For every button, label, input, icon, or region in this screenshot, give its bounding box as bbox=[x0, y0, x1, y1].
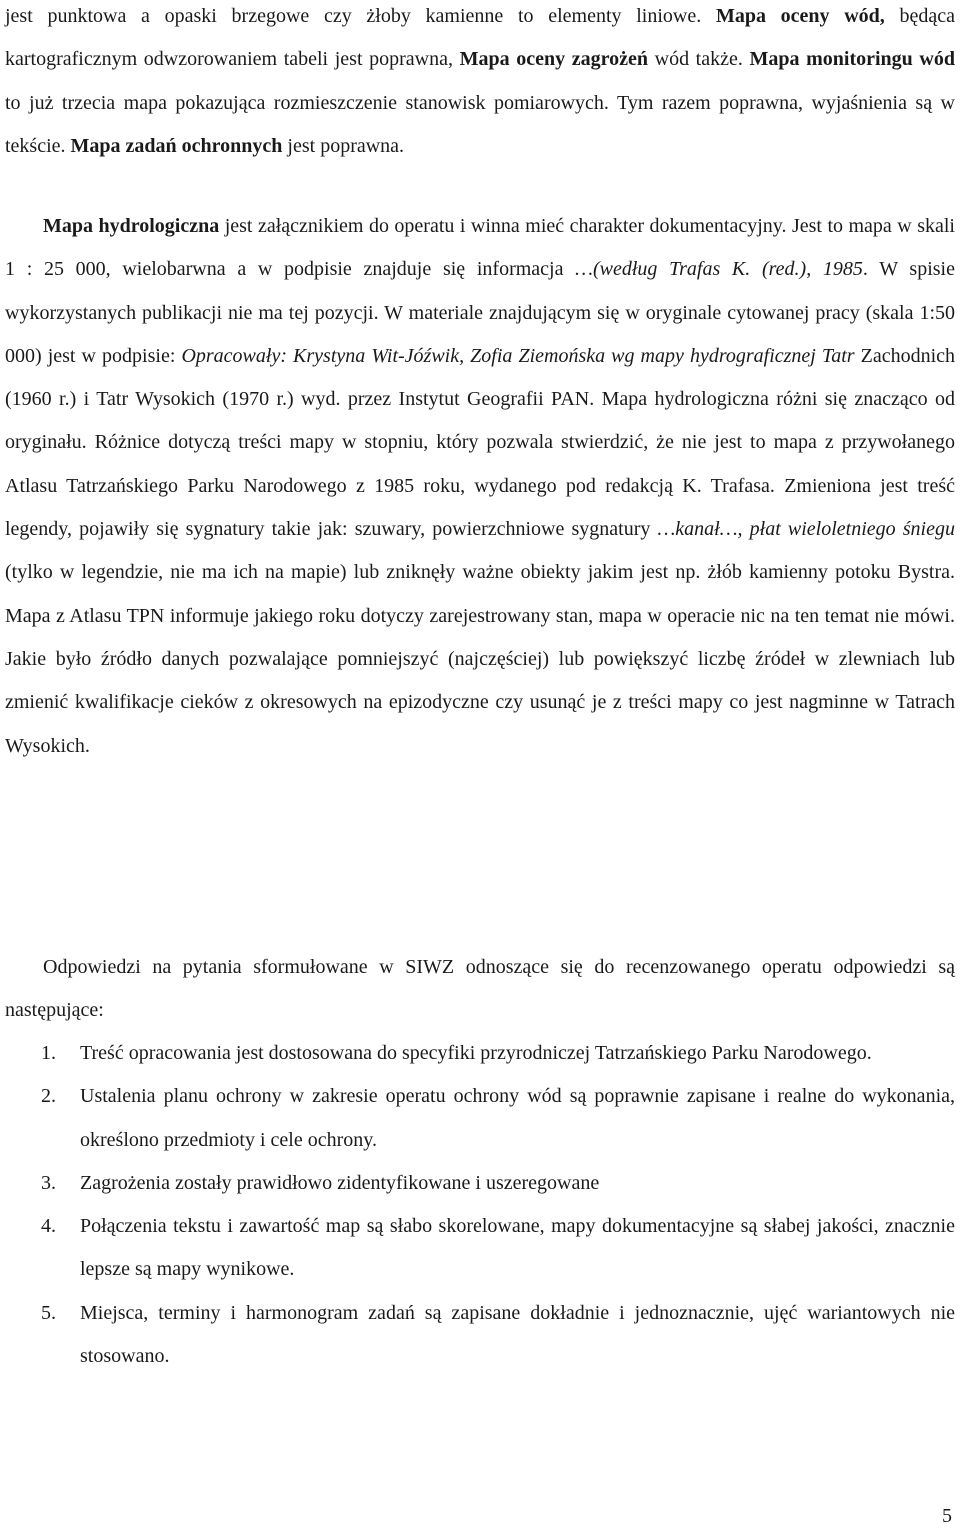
bold-term: Mapa zadań ochronnych bbox=[70, 134, 283, 157]
text-run: to już trzecia mapa pokazująca rozmieszczenie stanowisk pomiarowych. Tym razem poprawna, wyjaśnienia są w tekście. bbox=[5, 91, 955, 157]
answers-list bbox=[5, 1032, 955, 1378]
list-number: 5. bbox=[41, 1301, 56, 1324]
list-number: 1. bbox=[41, 1042, 56, 1064]
list-item-text: Treść opracowania jest dostosowana do specyfiki przyrodniczej Tatrzańskiego Parku Narodowego. bbox=[80, 1042, 872, 1064]
list-number: 2. bbox=[41, 1085, 56, 1108]
text-run: (tylko w legendzie, nie ma ich na mapie) lub zniknęły ważne obiekty jakim jest np. żłób kamienny potoku Bystra. Mapa z Atlasu TPN informuje jakiego roku dotyczy zarejestrowany stan, mapa w operacie nic na ten temat nie mówi. Jakie było źródło danych pozwalające pomniejszyć (najczęściej) lub powiększyć liczbę źródeł w zlewniach lub zmienić kwalifikacje cieków z okresowych na epizodyczne czy usunąć je z treści mapy co jest nagminne w Tatrach Wysokich. bbox=[5, 561, 955, 757]
list-number: 4. bbox=[41, 1215, 56, 1238]
list-item-text: Ustalenia planu ochrony w zakresie operatu ochrony wód są poprawnie zapisane i realne do wykonania, określono przedmioty i cele ochrony. bbox=[80, 1085, 955, 1151]
list-item-text: Miejsca, terminy i harmonogram zadań są zapisane dokładnie i jednoznacznie, ujęć wariantowych nie stosowano. bbox=[80, 1301, 955, 1368]
text-run: jest załącznikiem do operatu i winna mieć charakter dokumentacyjny. Jest to mapa w skali 1 : 25 000, wielobarwna a w podpisie znajduje się informacja bbox=[5, 215, 955, 281]
list-number: 3. bbox=[41, 1171, 56, 1194]
list-item bbox=[5, 1162, 955, 1205]
italic-citation: …(według Trafas K. (red.), 1985 bbox=[575, 258, 863, 281]
list-item bbox=[5, 1032, 955, 1075]
bold-term: Mapa oceny zagrożeń bbox=[459, 48, 648, 71]
paragraph-answers-intro bbox=[5, 946, 955, 1033]
list-item-text: Zagrożenia zostały prawidłowo zidentyfikowane i uszeregowane bbox=[80, 1171, 600, 1194]
paragraph-hydrological-map bbox=[5, 205, 955, 768]
text-run: będąca kartograficznym odwzorowaniem tabeli jest poprawna, bbox=[5, 5, 955, 71]
list-item-text: Połączenia tekstu i zawartość map są słabo skorelowane, mapy dokumentacyjne są słabej jakości, znacznie lepsze są mapy wynikowe. bbox=[80, 1215, 955, 1281]
text-run: Odpowiedzi na pytania sformułowane w SIWZ odnoszące się do recenzowanego operatu odpowiedzi są następujące: bbox=[5, 956, 955, 1022]
text-run: . W spisie wykorzystanych publikacji nie ma tej pozycji. W materiale znajdującym się w oryginale cytowanej pracy (skala 1:50 000) jest w podpisie: bbox=[5, 258, 955, 367]
text-run: jest punktowa a opaski brzegowe czy żłoby kamienne to elementy liniowe. bbox=[5, 5, 716, 27]
bold-term: Mapa oceny wód, bbox=[715, 5, 885, 27]
page-number: 5 bbox=[942, 1505, 952, 1527]
italic-citation: …kanał…, płat wieloletniego śniegu bbox=[657, 518, 955, 541]
text-run: wód także. bbox=[648, 48, 750, 71]
text-run: jest poprawna. bbox=[282, 134, 405, 157]
paragraph-maps-evaluation bbox=[5, 0, 955, 168]
list-item bbox=[5, 1292, 955, 1379]
bold-term: Mapa monitoringu wód bbox=[749, 48, 955, 71]
text-run: Zachodnich (1960 r.) i Tatr Wysokich (1970 r.) wyd. przez Instytut Geografii PAN. Mapa hydrologiczna różni się znacząco od oryginału. Różnice dotyczą treści mapy w stopniu, który pozwala stwierdzić, że nie jest to mapa z przywołanego Atlasu Tatrzańskiego Parku Narodowego z 1985 roku, wydanego pod redakcją K. Trafasa. Zmieniona jest treść legendy, pojawiły się sygnatury takie jak: szuwary, powierzchniowe sygnatury bbox=[5, 344, 956, 541]
list-item bbox=[5, 1205, 955, 1292]
italic-citation: Opracowały: Krystyna Wit-Jóźwik, Zofia Ziemońska wg mapy hydrograficznej Tatr bbox=[181, 344, 855, 367]
list-item bbox=[5, 1075, 955, 1162]
bold-term: Mapa hydrologiczna bbox=[43, 215, 220, 237]
